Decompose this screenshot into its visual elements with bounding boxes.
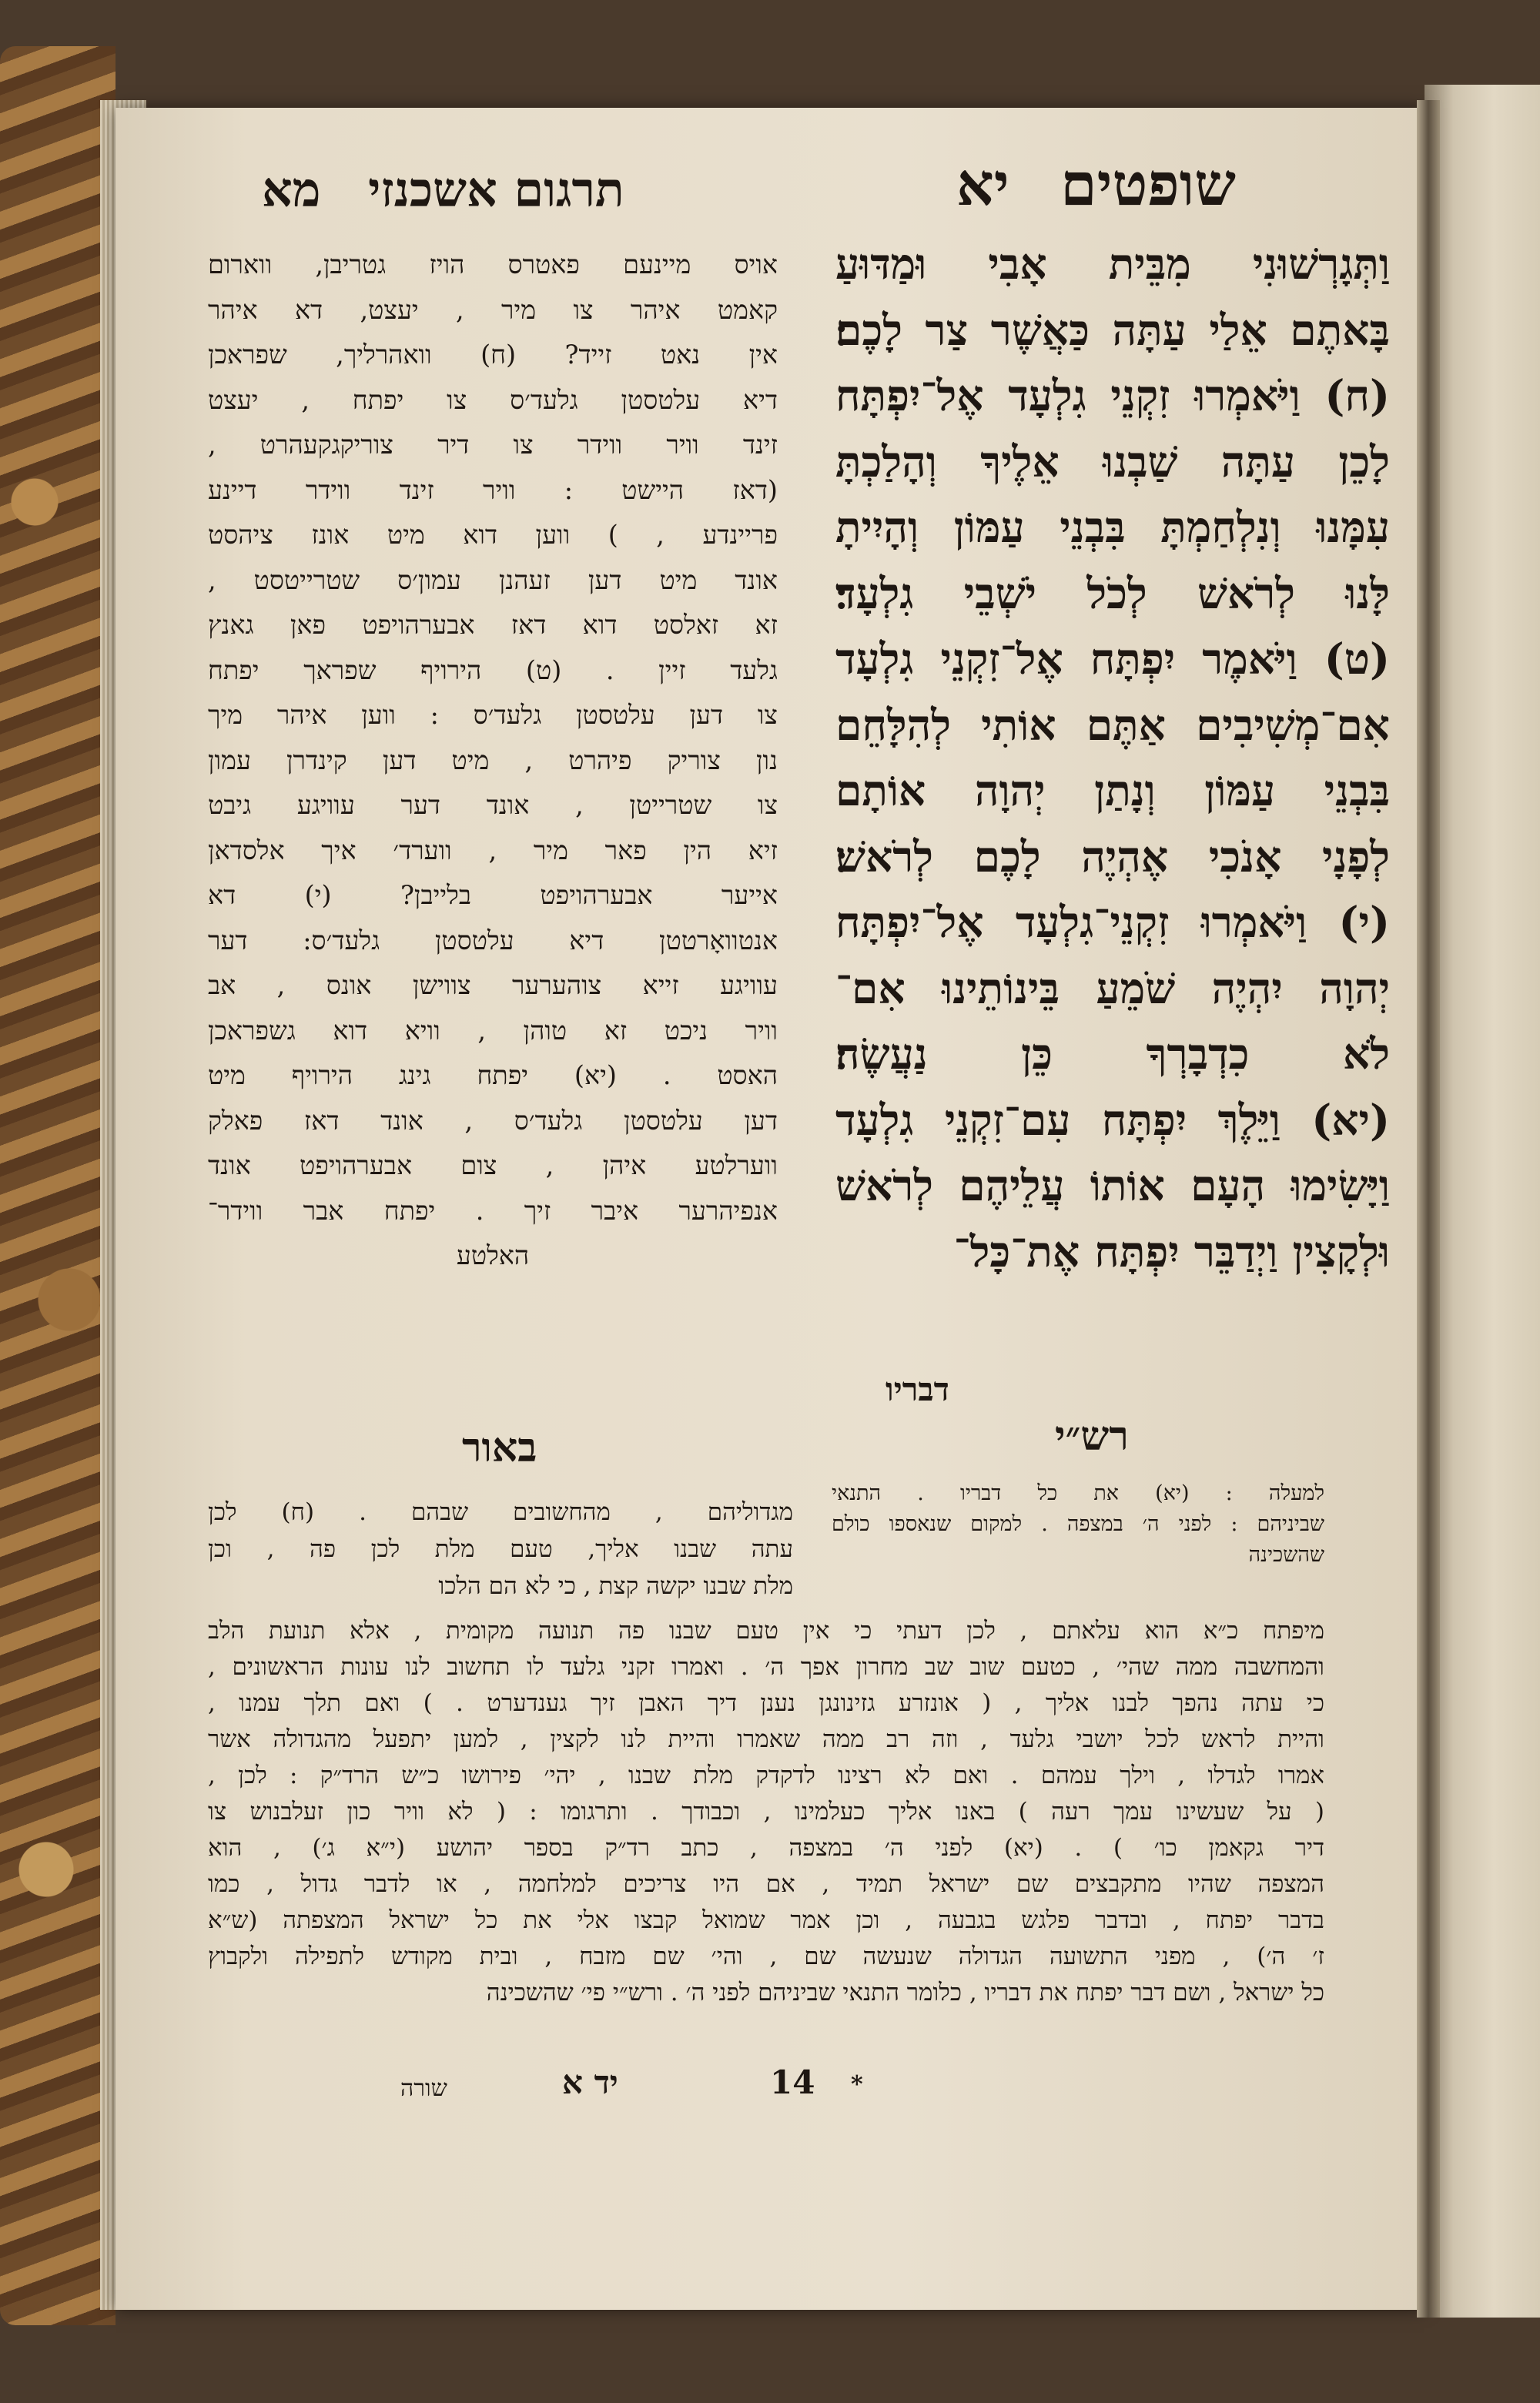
biur-commentary [208, 1494, 793, 1605]
yiddish-translation-line: נון צוריק פיהרט , מיט דען קינדרן עמון [208, 745, 778, 775]
commentary-line: דיר גקאמן כו׳ ) . (יא) לפני ה׳ במצפה , כתב רד״ק בספר יהושע (י״א ג׳) , הוא [208, 1834, 1324, 1862]
running-header-title [262, 162, 624, 219]
biur-commentary-continued [208, 1613, 1324, 2011]
hebrew-verse-line: (ח) וַיֹּאמְרוּ זִקְנֵי גִלְעָד אֶל־יִפְתָּח [835, 370, 1390, 420]
chapter-number: יא [956, 150, 1009, 219]
facing-page [1424, 85, 1540, 2318]
biur-line: מלת שבנו יקשה קצת , כי לא הם הלכו [438, 1572, 793, 1600]
book-name: שופטים [1060, 150, 1236, 219]
hebrew-verse-line: לְפָנָי אָנֹכִי אֶהְיֶה לָכֶם לְרֹאשׁ׃ [835, 831, 1390, 882]
rashi-line: למעלה : (יא) את כל דבריו . התנאי [832, 1481, 1324, 1505]
hebrew-verse-line: וַתְּגָרְשׁוּנִי מִבֵּית אָבִי וּמַדּוּעַ [835, 239, 1390, 289]
hebrew-verse-line: לָכֵן עַתָּה שַׁבְנוּ אֵלֶיךָ וְהָלַכְתָּ [835, 436, 1390, 487]
yiddish-translation-line: דיא עלטסטן גלעד׳ס צו יפתח , יעצט [208, 384, 778, 415]
yiddish-translation-line: אונד מיט דען זעהנן עמון׳ס שטרייטסט , [208, 564, 778, 595]
commentary-line: מיפתח כ״א הוא עלאתם , לכן דעתי כי אין טעם שבנו פה תנועה מקומית , אלא תנועת הלב [208, 1617, 1324, 1645]
hebrew-verse-line: בָּאתֶם אֵלַי עַתָּה כַּאֲשֶׁר צַר לָכֶם׃ [835, 304, 1390, 355]
yiddish-translation-line: וויר ניכט זא טוהן , וויא דוא גשפראכן [208, 1015, 778, 1046]
yiddish-translation-line: האסט . (יא) יפתח גינג הירויף מיט [208, 1060, 778, 1090]
hebrew-verse-line: לֹא כִדְבָרְךָ כֵּן נַעֲשֶׂה׃ [835, 1029, 1390, 1079]
yiddish-translation-line: אנפיהרער איבר זיך . יפתח אבר ווידר־ [208, 1195, 778, 1226]
yiddish-translation-line: זיא הין פאר מיר , ווערד׳ איך אלסדאן [208, 835, 778, 865]
biur-heading: באור [462, 1424, 537, 1471]
hebrew-verse-line: (יא) וַיֵּלֶךְ יִפְתָּח עִם־זִקְנֵי גִלְעָד [835, 1094, 1390, 1145]
yiddish-translation-line: זינד וויר ווידר צו דיר צוריקגקעהרט , [208, 430, 778, 460]
hebrew-verse-line: יְהוָה יִהְיֶה שֹׁמֵעַ בֵּינוֹתֵינוּ אִם־ [835, 962, 1390, 1013]
yiddish-translation-line: צו דען עלטסטן גלעד׳ס : ווען איהר מיך [208, 700, 778, 730]
hebrew-verse-line: עִמָּנוּ וְנִלְחַמְתָּ בִּבְנֵי עַמּוֹן וְהָיִיתָ [835, 502, 1390, 552]
rashi-commentary [832, 1478, 1324, 1571]
yiddish-translation-line: זא זאלסט דוא דאז אבערהויפט פאן גאנץ [208, 610, 778, 640]
yiddish-translation-line: ווערלטע איהן , צום אבערהויפט אונד [208, 1150, 778, 1180]
hebrew-verse-line: (ט) וַיֹּאמֶר יִפְתָּח אֶל־זִקְנֵי גִלְעָד [835, 634, 1390, 684]
hebrew-text-column [835, 231, 1390, 1284]
page-number: 14 [770, 2063, 815, 2101]
hebrew-verse-line: וּלְקָצִין וַיְדַבֵּר יִפְתָּח אֶת־כָּל־ [953, 1226, 1390, 1277]
commentary-line: והמחשבה ממה שהי׳ , כטעם שוב שב מחרון אפך ה׳ . ואמרו זקני גלעד לו תחשוב לנו עונות הראשונים , [208, 1653, 1324, 1681]
signature-mark: יד א [562, 2063, 618, 2101]
hebrew-verse-line: (י) וַיֹּאמְרוּ זִקְנֵי־גִלְעָד אֶל־יִפְתָּח [835, 897, 1390, 947]
commentary-line: ( על שעשינו עמך רעה ) באנו אליך כעלמינו , וכבודך . ותרגומו : ( לא וויר כון זעלבנוש צו [208, 1798, 1324, 1826]
yiddish-translation-line: אין נאט זייד? (ח) וואהרליך, שפראכן [208, 340, 778, 370]
yiddish-translation-line: אויס מיינעם פאטרס הויז גטריבן, ווארום [208, 249, 778, 279]
yiddish-translation-line: (דאז היישט : וויר זינד ווידר דיינע [208, 474, 778, 505]
yiddish-translation-line: פריינדע , ) ווען דוא מיט אונז ציהסט [208, 520, 778, 550]
hebrew-verse-line: לָּנוּ לְרֹאשׁ לְכֹל יֹשְׁבֵי גִלְעָד׃ [835, 567, 1390, 618]
hebrew-verse-line: אִם־מְשִׁיבִים אַתֶּם אוֹתִי לְהִלָּחֵם [835, 699, 1390, 750]
commentary-line: המצפה שהיו מתקבצים שם ישראל תמיד , אם היו צריכים למלחמה , או לדבר גדול , כמו [208, 1870, 1324, 1898]
rashi-line: שהשכינה [1248, 1543, 1324, 1567]
yiddish-translation-line: גלעד זיין . (ט) הירויף שפראך יפתח [208, 654, 778, 685]
yiddish-translation-line: האלטע [456, 1240, 530, 1270]
yiddish-translation-line: אייער אבערהויפט בלייבן? (י) דא [208, 880, 778, 910]
commentary-line: כל ישראל , ושם דבר יפתח את דבריו , כלומר התנאי שביניהם לפני ה׳ . ורש״י פי׳ שהשכינה [486, 1979, 1324, 2006]
yiddish-translation-line: אנטוואָרטטן דיא עלטסטן גלעד׳ס: דער [208, 925, 778, 956]
commentary-line: אמרו לגדלו , וילך עמהם . ואם לא רצינו לדקדק מלת שבנו , יהי׳ פירושו כ״ש הרד״ק : לכן , [208, 1762, 1324, 1789]
hebrew-verse-line: וַיָּשִׂימוּ הָעָם אוֹתוֹ עֲלֵיהֶם לְרֹאשׁ [835, 1160, 1390, 1210]
catchword-dvarav: דבריו [886, 1371, 949, 1408]
commentary-line: בדבר יפתח , ובדבר פלגש בגבעה , וכן אמר שמואל קבצו אלי את כל ישראל המצפתה (ש״א [208, 1906, 1324, 1934]
yiddish-translation-line: קאמט איהר צו מיר , יעצט, דא איהר [208, 294, 778, 325]
catchword: שורה [400, 2075, 447, 2102]
yiddish-translation-line: צו שטרייטן , אונד דער עוויגע גיבט [208, 790, 778, 820]
folio-number: מא [262, 162, 321, 218]
biur-line: מגדוליהם , מהחשובים שבהם . (ח) לכן [208, 1498, 793, 1526]
translation-title: תרגום אשכנזי [368, 162, 624, 218]
book-gutter [1417, 100, 1440, 2318]
footer-mark: * [851, 2071, 863, 2098]
marbled-book-edge [0, 46, 116, 2325]
rashi-line: שביניהם : לפני ה׳ במצפה . למקום שנאספו כולם [832, 1512, 1324, 1536]
commentary-line: והיית לראש לכל יושבי גלעד , וזה רב ממה שאמרו והיית לנו לקצין , למען יתפעל מהגדולה אשר [208, 1725, 1324, 1753]
running-header-book [956, 150, 1236, 219]
commentary-line: ז׳ ה׳) , מפני התשועה הגדולה שנעשה שם , והי׳ שם מזבח , ובית מקודש לתפילה ולקבוץ [208, 1943, 1324, 1970]
hebrew-verse-line: בִּבְנֵי עַמּוֹן וְנָתַן יְהוָה אוֹתָם [835, 765, 1390, 815]
yiddish-translation-line: דען עלטסטן גלעד׳ס , אונד דאז פאלק [208, 1105, 778, 1136]
yiddish-translation-column [208, 243, 778, 1279]
biur-line: עתה שבנו אליך, טעם מלת לכן פה , וכן [208, 1535, 793, 1563]
yiddish-translation-line: עוויגע זייא צוהערער צווישן אונס , אב [208, 970, 778, 1000]
commentary-line: כי עתה נהפך לבנו אליך , ( אונזרע גזינונגן נענן דיך האבן זיך גענדערט . ) ואם תלך עמנו , [208, 1689, 1324, 1717]
rashi-heading: רש״י [1055, 1413, 1129, 1460]
